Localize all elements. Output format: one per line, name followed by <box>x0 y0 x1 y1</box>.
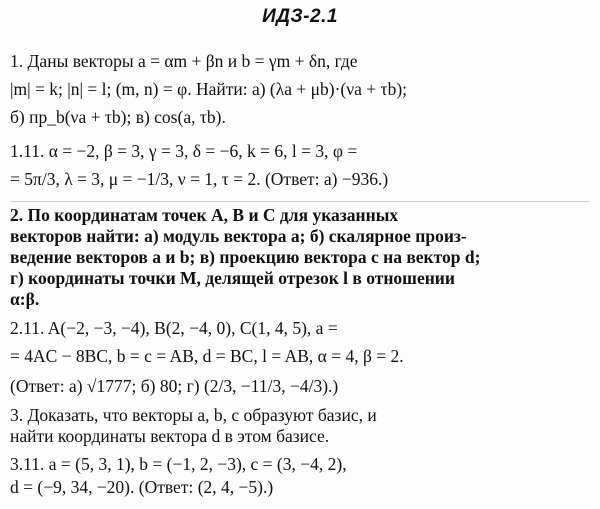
task2-line-4: г) координаты точки M, делящей отрезок l в отношении <box>10 268 455 288</box>
variant-1-11-line-2: = 5π/3, λ = 3, μ = −1/3, ν = 1, τ = 2. (Ответ: а) −936.) <box>10 169 389 189</box>
task1-line-2: |m| = k; |n| = l; (m, n) = φ. Найти: а) (λa + μb)·(νa + τb); <box>10 79 408 99</box>
variant-3-11-line-1: 3.11. a = (5, 3, 1), b = (−1, 2, −3), c = (3, −4, 2), <box>10 454 347 474</box>
task3-line-2: найти координаты вектора d в этом базисе. <box>10 426 330 446</box>
task2-line-1: 2. По координатам точек A, B и C для указанных <box>10 205 399 225</box>
variant-1-11-line-1: 1.11. α = −2, β = 3, γ = 3, δ = −6, k = 6, l = 3, φ = <box>10 141 358 161</box>
variant-2-11-line-3: (Ответ: а) √1777; б) 80; г) (2/3, −11/3, −4/3).) <box>10 376 339 396</box>
variant-3-11-line-2: d = (−9, 34, −20). (Ответ: (2, 4, −5).) <box>10 477 274 497</box>
task3-line-1: 3. Доказать, что векторы a, b, c образуют базис, и <box>10 405 377 425</box>
task2-line-5: α:β. <box>10 289 40 309</box>
variant-2-11-line-1: 2.11. A(−2, −3, −4), B(2, −4, 0), C(1, 4, 5), a = <box>10 318 338 338</box>
scan-separator <box>10 201 590 202</box>
task1-line-1: 1. Даны векторы a = αm + βn и b = γm + δn, где <box>10 51 358 71</box>
task1-line-3: б) пр_b(νa + τb); в) cos(a, τb). <box>10 107 226 127</box>
task2-line-3: ведение векторов a и b; в) проекцию вектора c на вектор d; <box>10 247 481 267</box>
document-title: ИДЗ-2.1 <box>262 6 338 27</box>
variant-2-11-line-2: = 4AC − 8BC, b = c = AB, d = BC, l = AB, α = 4, β = 2. <box>10 346 404 366</box>
task2-line-2: векторов найти: а) модуль вектора a; б) скалярное произ- <box>10 226 467 246</box>
